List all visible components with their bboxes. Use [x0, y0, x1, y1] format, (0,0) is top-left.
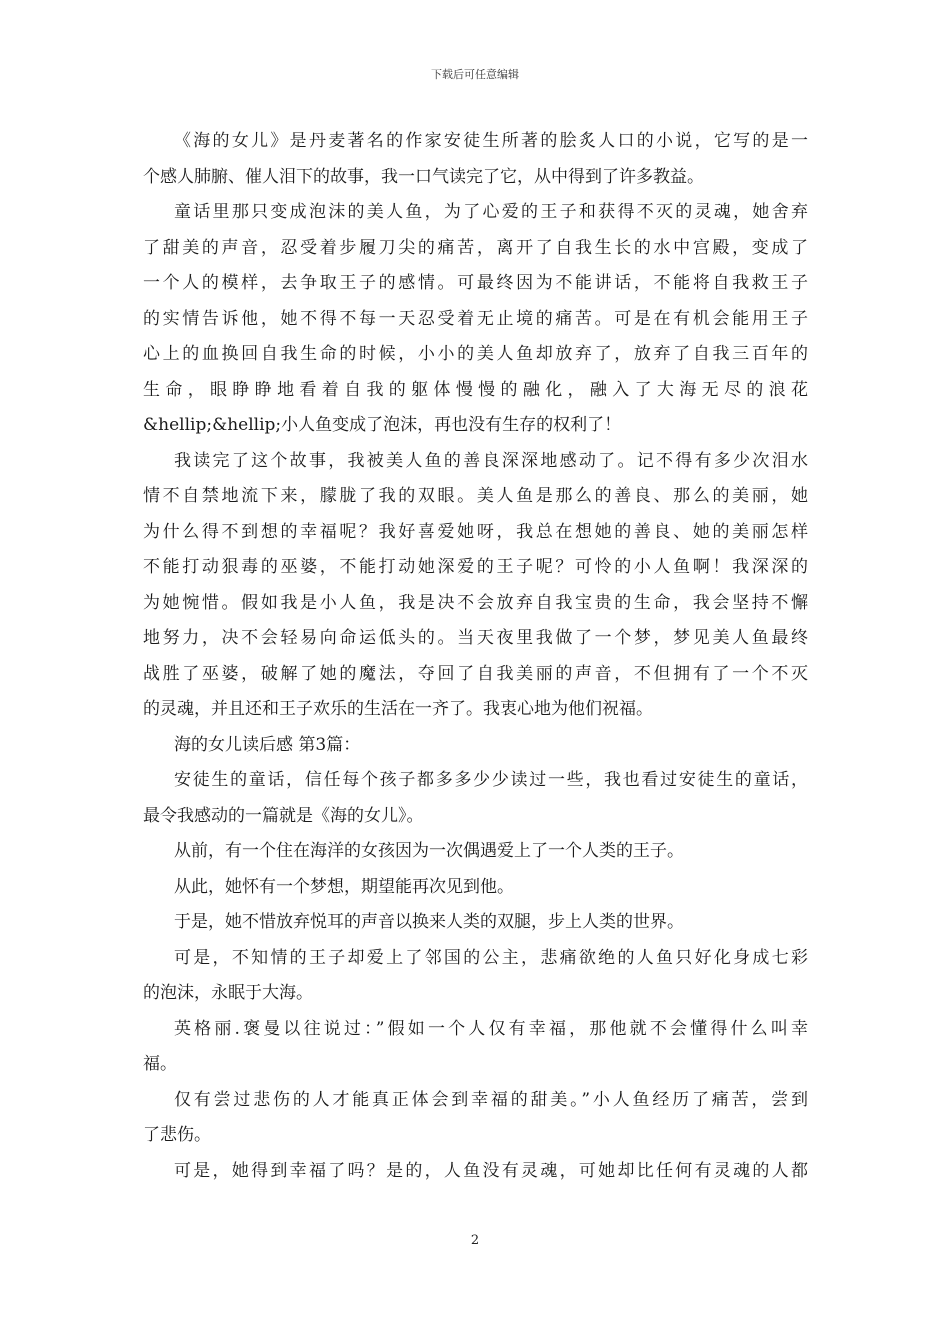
text-line: 的灵魂，并且还和王子欢乐的生活在一齐了。我衷心地为他们祝福。: [143, 699, 653, 719]
text-line: 为什么得不到想的幸福呢？我好喜爱她呀，我总在想她的善良、她的美丽怎样: [143, 521, 808, 542]
text-line: 从前，有一个住在海洋的女孩因为一次偶遇爱上了一个人类的王子。: [174, 841, 684, 861]
text-line: 可是，她得到幸福了吗？是的，人鱼没有灵魂，可她却比任何有灵魂的人都: [174, 1160, 808, 1181]
text-line: 情不自禁地流下来，朦胧了我的双眼。美人鱼是那么的善良、那么的美丽，她: [143, 486, 808, 506]
text-line: 《海的女儿》是丹麦著名的作家安徒生所著的脍炙人口的小说，它写的是一: [174, 131, 808, 151]
text-line: 安徒生的童话，信任每个孩子都多多少少读过一些，我也看过安徒生的童话，: [174, 770, 808, 790]
text-line: 的实情告诉他，她不得不每一天忍受着无止境的痛苦。可是在有机会能用王子: [143, 308, 808, 329]
text-line: &hellip;&hellip;小人鱼变成了泡沫，再也没有生存的权利了！: [143, 415, 622, 435]
text-line: 的泡沫，永眠于大海。: [143, 983, 313, 1003]
text-line: 为她惋惜。假如我是小人鱼，我是决不会放弃自我宝贵的生命，我会坚持不懈: [143, 592, 808, 613]
text-line: 心上的血换回自我生命的时候，小小的美人鱼却放弃了，放弃了自我三百年的: [143, 344, 808, 364]
section-heading: 海的女儿读后感 第3篇：: [174, 734, 361, 755]
text-line: 英格丽.褒曼以往说过：”假如一个人仅有幸福，那他就不会懂得什么叫幸: [174, 1018, 808, 1039]
text-line: 了悲伤。: [143, 1125, 211, 1145]
text-line: 可是，不知情的王子却爱上了邻国的公主，悲痛欲绝的人鱼只好化身成七彩: [174, 947, 808, 968]
text-line: 生命，眼睁睁地看着自我的躯体慢慢的融化，融入了大海无尽的浪花: [143, 379, 808, 400]
text-line: 我读完了这个故事，我被美人鱼的善良深深地感动了。记不得有多少次泪水: [174, 450, 808, 471]
text-line: 于是，她不惜放弃悦耳的声音以换来人类的双腿，步上人类的世界。: [174, 912, 684, 932]
text-line: 战胜了巫婆，破解了她的魔法，夺回了自我美丽的声音，不但拥有了一个不灭: [143, 663, 808, 684]
text-line: 最令我感动的一篇就是《海的女儿》。: [143, 805, 424, 826]
document-body: [143, 124, 808, 1189]
text-line: 不能打动狠毒的巫婆，不能打动她深爱的王子呢？可怜的小人鱼啊！我深深的: [143, 557, 808, 577]
text-line: 一个人的模样，去争取王子的感情。可最终因为不能讲话，不能将自我救王子: [143, 273, 808, 293]
text-line: 个感人肺腑、催人泪下的故事，我一口气读完了它，从中得到了许多教益。: [143, 166, 704, 187]
text-line: 童话里那只变成泡沫的美人鱼，为了心爱的王子和获得不灭的灵魂，她舍弃: [174, 202, 808, 222]
page-number: 2: [470, 1233, 480, 1248]
text-line: 从此，她怀有一个梦想，期望能再次见到他。: [174, 876, 514, 897]
text-line: 地努力，决不会轻易向命运低头的。当天夜里我做了一个梦，梦见美人鱼最终: [143, 628, 808, 648]
page-header: 下载后可任意编辑: [431, 68, 519, 81]
text-line: 了甜美的声音，忍受着步履刀尖的痛苦，离开了自我生长的水中宫殿，变成了: [143, 237, 808, 258]
text-line: 福。: [143, 1054, 177, 1074]
text-line: 仅有尝过悲伤的人才能真正体会到幸福的甜美。”小人鱼经历了痛苦，尝到: [174, 1089, 808, 1110]
